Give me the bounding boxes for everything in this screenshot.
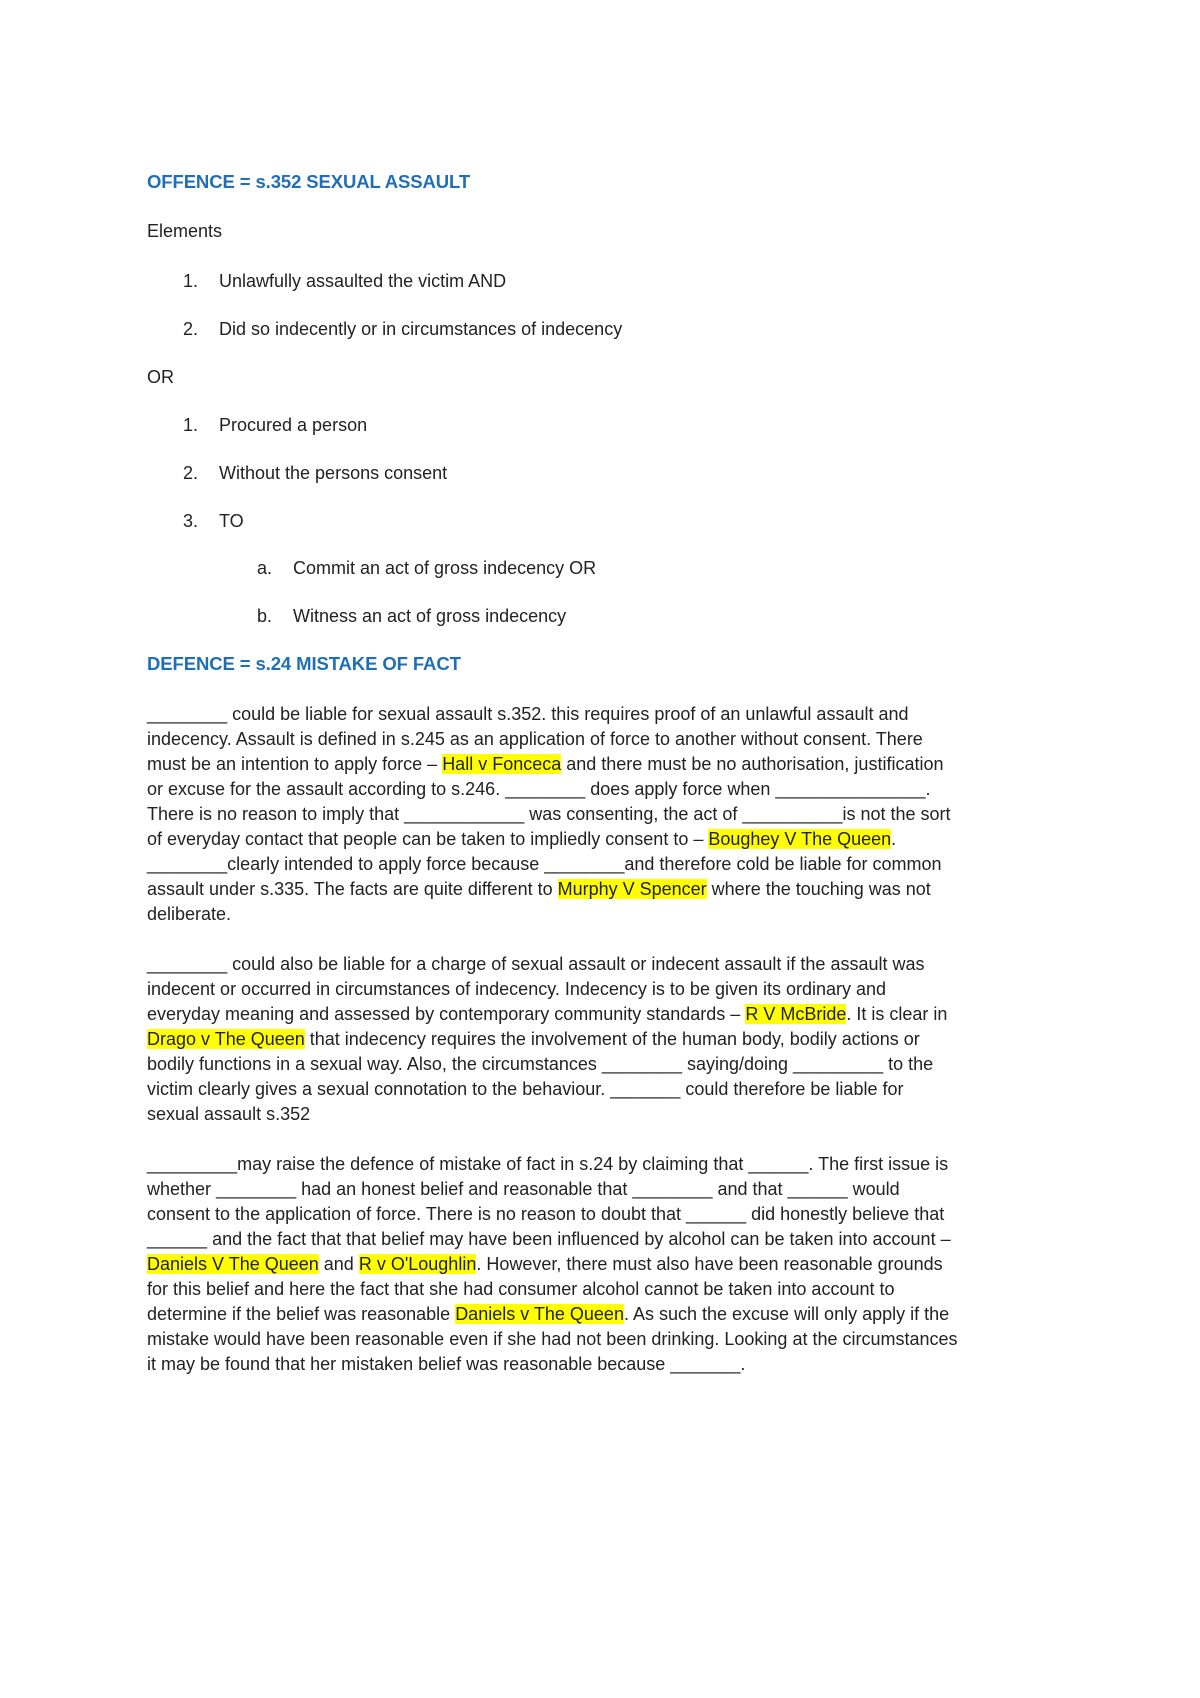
paragraph-line: consent to the application of force. There is no reason to doubt that ______ did honestly believe that [147,1204,945,1224]
case-citation-highlight: Daniels v The Queen [455,1304,624,1324]
paragraph-line: bodily functions in a sexual way. Also, the circumstances ________ saying/doing _________ to the [147,1054,934,1074]
paragraph-line [147,752,1072,777]
paragraph-line: deliberate. [147,904,232,924]
list-text: Witness an act of gross indecency [293,606,567,626]
paragraph-line [147,1302,1072,1327]
paragraph-line [147,877,1072,902]
document-page [147,0,1067,1698]
list-number: 2. [183,463,199,483]
case-citation-highlight: Murphy V Spencer [557,879,707,899]
case-citation-highlight: Drago v The Queen [147,1029,305,1049]
text-run: of everyday contact that people can be taken to impliedly consent to – [147,829,709,849]
paragraph-line: There is no reason to imply that ____________ was consenting, the act of __________is not the sort [147,804,951,824]
list-text: Unlawfully assaulted the victim AND [219,271,507,291]
text-run: . However, there must also have been reasonable grounds [476,1254,943,1274]
text-run: determine if the belief was reasonable [147,1304,456,1324]
text-run: must be an intention to apply force – [147,754,443,774]
paragraph-line: indecent or occurred in circumstances of indecency. Indecency is to be given its ordinary and [147,979,887,999]
text-run: . It is clear in [846,1004,948,1024]
paragraph-line: ________ could be liable for sexual assault s.352. this requires proof of an unlawful assault and [147,704,909,724]
case-citation-highlight: R V McBride [745,1004,847,1024]
paragraph-line: ________clearly intended to apply force because ________and therefore cold be liable for common [147,854,942,874]
paragraph-line: victim clearly gives a sexual connotation to the behaviour. _______ could therefore be liable for [147,1079,904,1099]
or-label: OR [147,367,174,387]
list-number: 1. [183,415,199,435]
elements-label: Elements [147,221,223,241]
paragraph-line: indecency. Assault is defined in s.245 as an application of force to another without consent. There [147,729,923,749]
paragraph-line [147,1252,1072,1277]
list-number: 3. [183,511,199,531]
text-run: assault under s.335. The facts are quite different to [147,879,558,899]
paragraph-line [147,827,1072,852]
list-letter: a. [257,558,273,578]
paragraph-line: whether ________ had an honest belief and reasonable that ________ and that ______ would [147,1179,900,1199]
paragraph-line: mistake would have been reasonable even if she had not been drinking. Looking at the circumstances [147,1329,958,1349]
list-number: 2. [183,319,199,339]
text-run: everyday meaning and assessed by contemporary community standards – [147,1004,746,1024]
list-text: Did so indecently or in circumstances of indecency [219,319,623,339]
text-run: that indecency requires the involvement of the human body, bodily actions or [304,1029,920,1049]
text-run: . As such the excuse will only apply if the [623,1304,950,1324]
paragraph-line: ________ could also be liable for a charge of sexual assault or indecent assault if the assault was [147,954,925,974]
paragraph-line: for this belief and here the fact that she had consumer alcohol cannot be taken into account to [147,1279,895,1299]
text-run: and there must be no authorisation, justification [561,754,944,774]
list-text: Without the persons consent [219,463,448,483]
paragraph-line [147,1002,1072,1027]
paragraph-line: it may be found that her mistaken belief was reasonable because _______. [147,1354,746,1374]
text-run: . [891,829,897,849]
list-text: TO [219,511,244,531]
paragraph-line [147,1027,1072,1052]
paragraph-line: or excuse for the assault according to s.246. ________ does apply force when _______________. [147,779,931,799]
paragraph-line: ______ and the fact that that belief may have been influenced by alcohol can be taken into account – [147,1229,951,1249]
paragraph-1 [147,702,1072,927]
paragraph-line: sexual assault s.352 [147,1104,311,1124]
paragraph-line: _________may raise the defence of mistake of fact in s.24 by claiming that ______. The first issue is [147,1154,949,1174]
list-number: 1. [183,271,199,291]
offence-heading: OFFENCE = s.352 SEXUAL ASSAULT [147,171,471,192]
defence-heading: DEFENCE = s.24 MISTAKE OF FACT [147,653,461,674]
paragraph-2 [147,952,1072,1127]
text-run: and [318,1254,359,1274]
case-citation-highlight: R v O'Loughlin [358,1254,477,1274]
text-run: where the touching was not [706,879,931,899]
case-citation-highlight: Boughey V The Queen [708,829,892,849]
case-citation-highlight: Hall v Fonceca [442,754,562,774]
list-text: Procured a person [219,415,368,435]
paragraph-3 [147,1152,1072,1377]
list-text: Commit an act of gross indecency OR [293,558,597,578]
case-citation-highlight: Daniels V The Queen [147,1254,319,1274]
list-letter: b. [257,606,273,626]
